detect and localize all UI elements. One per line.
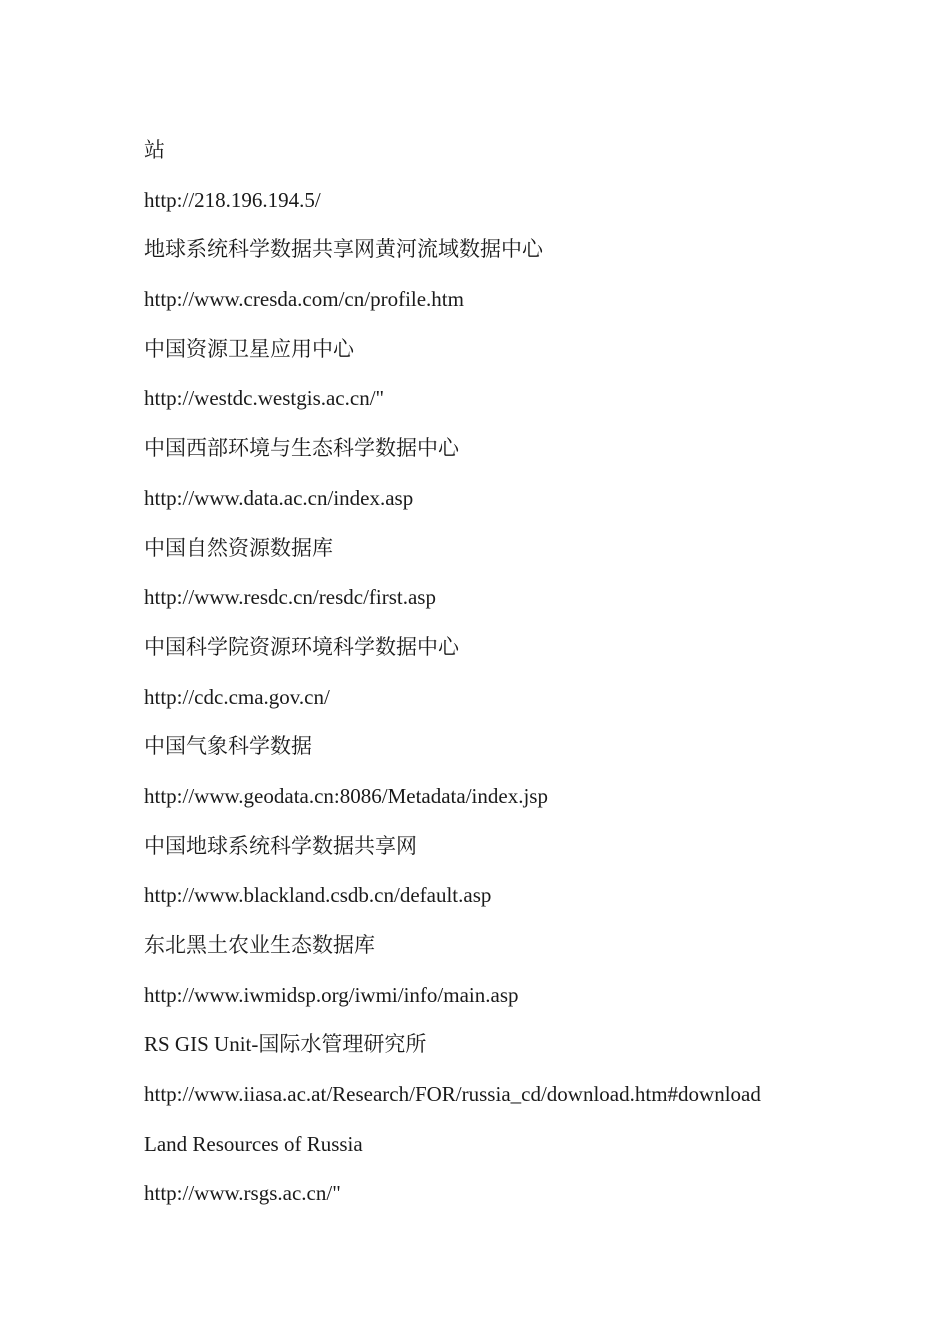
- url-line: http://www.iwmidsp.org/iwmi/info/main.asp: [144, 982, 519, 1007]
- page-continuation-text: 站: [144, 138, 165, 162]
- site-name-line: Land Resources of Russia: [144, 1131, 363, 1156]
- url-line: http://www.rsgs.ac.cn/": [144, 1181, 341, 1206]
- site-name-line: 中国自然资源数据库: [144, 535, 333, 560]
- site-name-line: 中国科学院资源环境科学数据中心: [144, 634, 459, 659]
- url-line: http://www.iiasa.ac.at/Research/FOR/russia_cd/download.htm#download: [144, 1082, 761, 1107]
- document-body: [144, 136, 924, 1229]
- url-line: http://www.resdc.cn/resdc/first.asp: [144, 585, 436, 610]
- url-line: http://www.data.ac.cn/index.asp: [144, 485, 414, 510]
- url-line: http://www.geodata.cn:8086/Metadata/index.jsp: [144, 783, 548, 808]
- site-name-line: 中国地球系统科学数据共享网: [144, 833, 417, 858]
- url-line: http://cdc.cma.gov.cn/: [144, 684, 330, 709]
- site-name-line: 地球系统科学数据共享网黄河流域数据中心: [144, 237, 543, 262]
- url-line: http://218.196.194.5/: [144, 187, 321, 212]
- site-name-line: 中国气象科学数据: [144, 734, 312, 759]
- site-name-line: 东北黑土农业生态数据库: [144, 933, 375, 957]
- site-name-line: 中国西部环境与生态科学数据中心: [144, 436, 459, 461]
- url-line: http://westdc.westgis.ac.cn/": [144, 386, 385, 411]
- url-line: http://www.blackland.csdb.cn/default.asp: [144, 883, 492, 908]
- site-name-line: 中国资源卫星应用中心: [144, 336, 354, 361]
- url-line: http://www.cresda.com/cn/profile.htm: [144, 287, 464, 312]
- site-name-line: RS GIS Unit-国际水管理研究所: [144, 1032, 427, 1057]
